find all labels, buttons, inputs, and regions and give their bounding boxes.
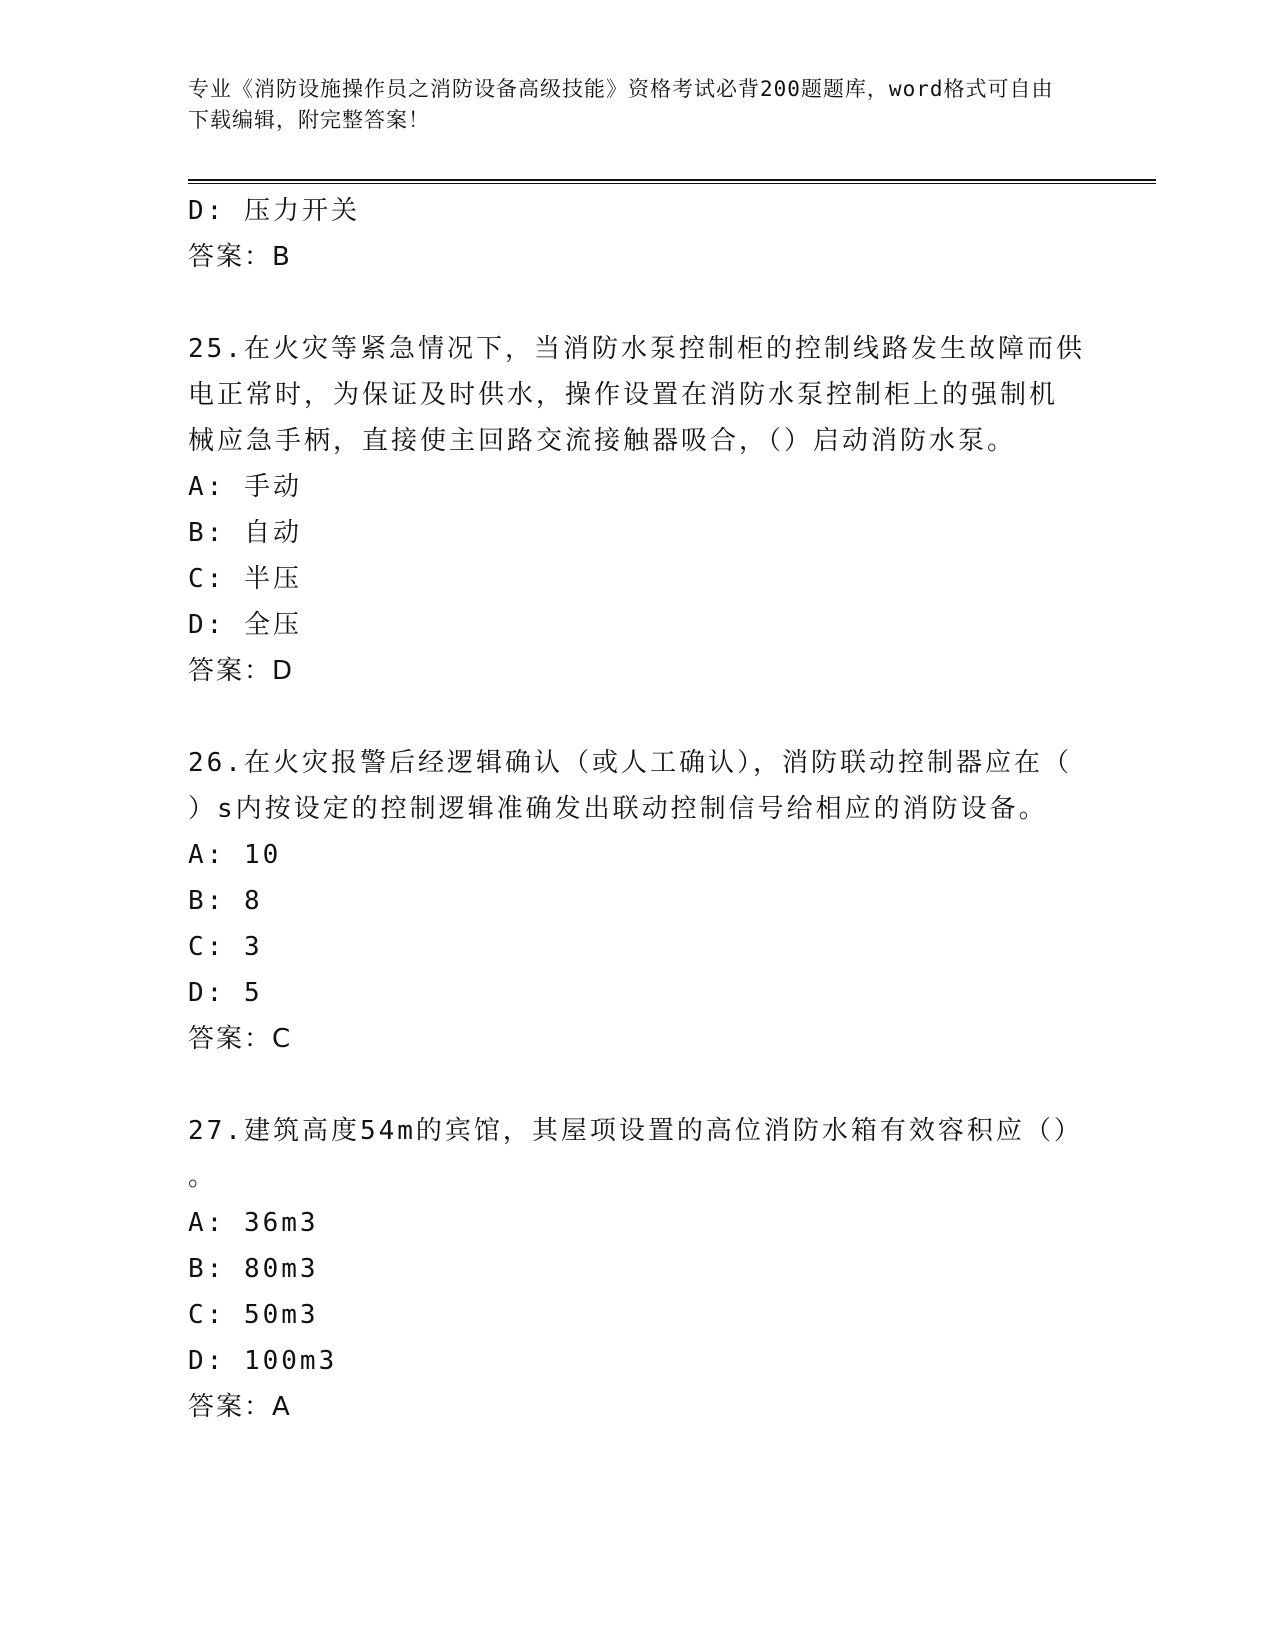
header-rule-thick (188, 179, 1156, 181)
question-27-stem-line-1: 27.建筑高度54m的宾馆，其屋项设置的高位消防水箱有效容积应（） (188, 1116, 1083, 1146)
question-26-option-a: A: 10 (188, 840, 282, 870)
question-25-stem-line-3: 械应急手柄，直接使主回路交流接触器吸合，（）启动消防水泵。 (188, 426, 1017, 456)
question-26-stem-line-2: ）s内按设定的控制逻辑准确发出联动控制信号给相应的消防设备。 (188, 794, 1048, 824)
question-25-answer: 答案：D (188, 656, 295, 686)
question-25-stem-line-2: 电正常时，为保证及时供水，操作设置在消防水泵控制柜上的强制机 (188, 380, 1059, 410)
header-rule-thin (188, 183, 1156, 184)
question-25-option-d: D: 全压 (188, 610, 302, 640)
question-27-option-d: D: 100m3 (188, 1346, 338, 1376)
question-27-stem-line-2: 。 (188, 1162, 218, 1192)
question-25-option-b: B: 自动 (188, 518, 302, 548)
question-26-option-b: B: 8 (188, 886, 263, 916)
spacer (188, 1062, 1088, 1108)
spacer (188, 280, 1088, 326)
question-25-option-c: C: 半压 (188, 564, 302, 594)
question-27-option-c: C: 50m3 (188, 1300, 319, 1330)
prev-answer: 答案：B (188, 242, 292, 272)
question-list (188, 188, 1088, 1430)
question-27-option-a: A: 36m3 (188, 1208, 319, 1238)
document-header: 专业《消防设施操作员之消防设备高级技能》资格考试必背200题题库，word格式可自由下载编辑，附完整答案！ (188, 77, 1054, 132)
question-26-option-c: C: 3 (188, 932, 263, 962)
spacer (188, 694, 1088, 740)
question-26-stem-line-1: 26.在火灾报警后经逻辑确认（或人工确认），消防联动控制器应在（ (188, 748, 1072, 778)
question-25-stem-line-1: 25.在火灾等紧急情况下，当消防水泵控制柜的控制线路发生故障而供 (188, 334, 1085, 364)
question-26-answer: 答案：C (188, 1024, 293, 1054)
prev-option-d: D: 压力开关 (188, 196, 360, 226)
question-25-option-a: A: 手动 (188, 472, 302, 502)
question-27-answer: 答案：A (188, 1392, 292, 1422)
question-27-option-b: B: 80m3 (188, 1254, 319, 1284)
question-26-option-d: D: 5 (188, 978, 263, 1008)
